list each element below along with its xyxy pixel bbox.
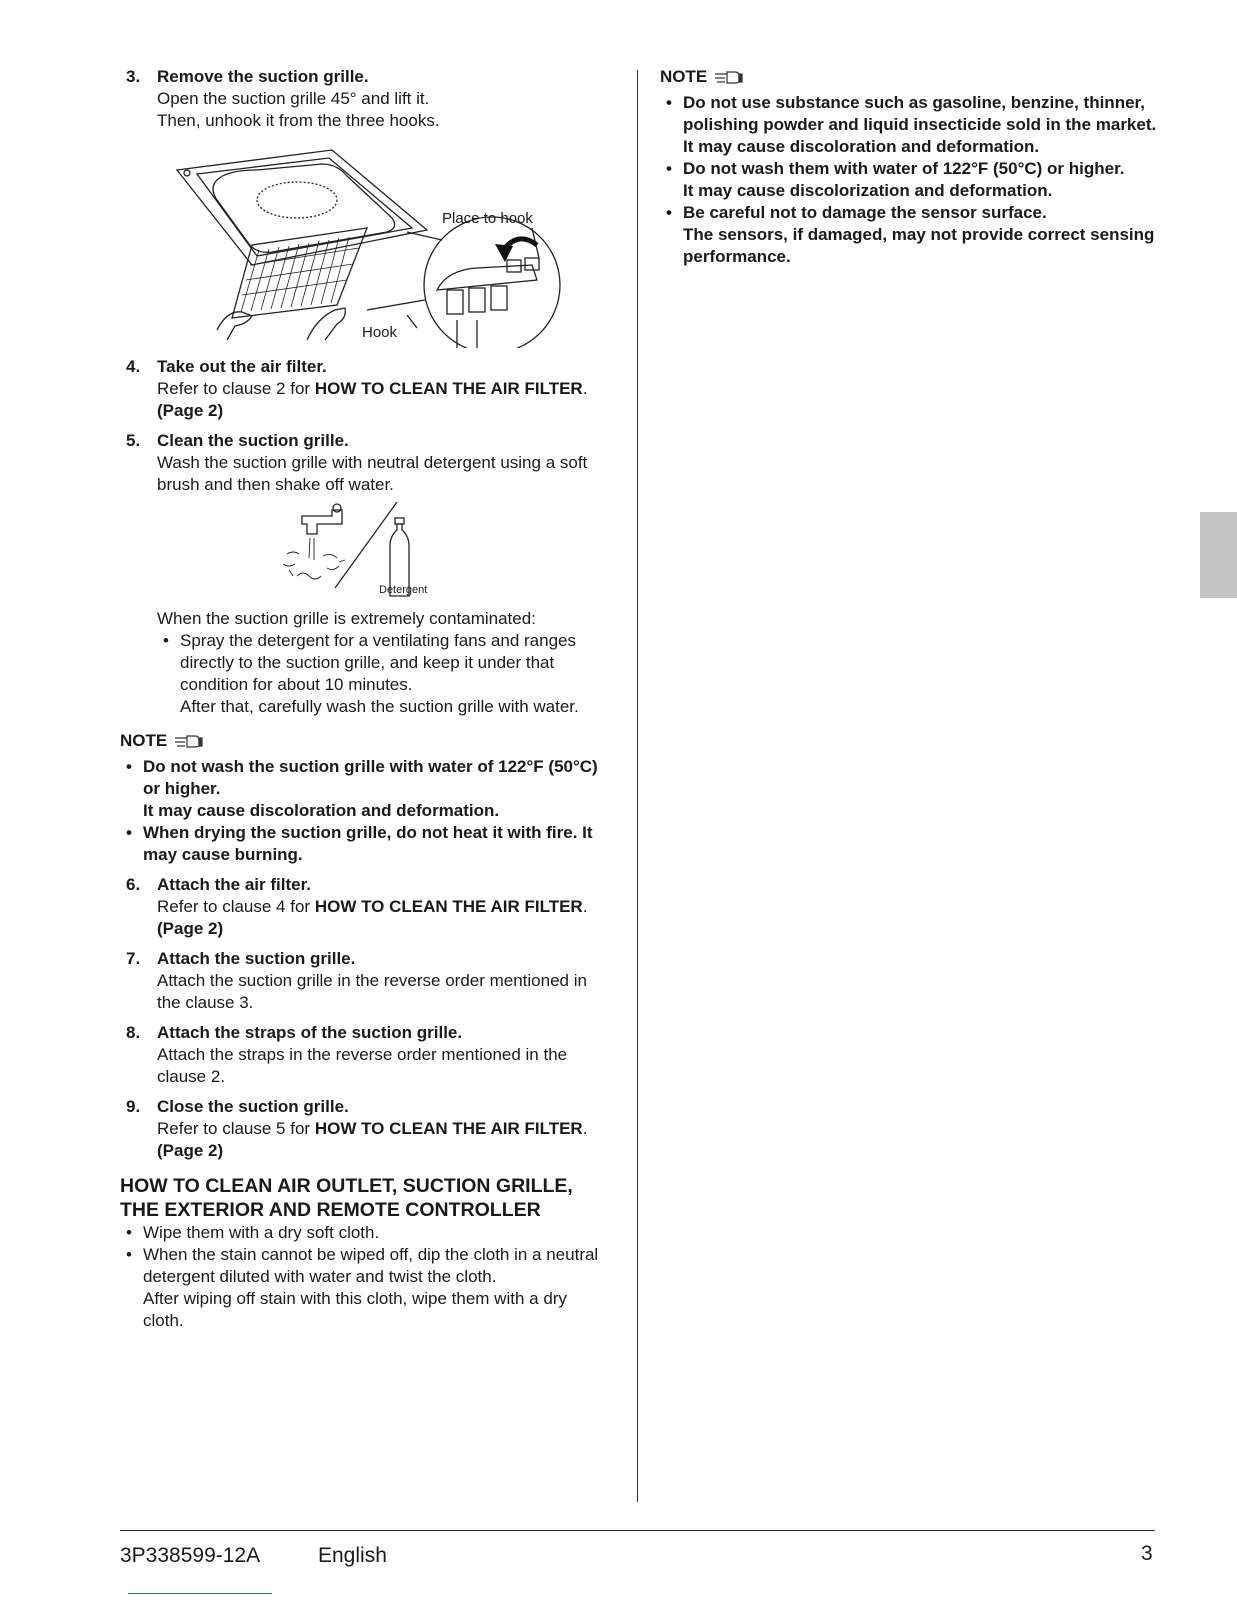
desc-text: .: [582, 897, 588, 916]
contaminated-intro: When the suction grille is extremely contaminated:: [157, 609, 536, 628]
note-text: • Do not wash them with water of 122°F (50°C) or higher.: [683, 159, 1125, 178]
step-desc: [157, 378, 610, 400]
step-title: Attach the air filter.: [157, 875, 311, 894]
note-list: [120, 756, 610, 866]
desc-text: Refer to clause 2 for: [157, 379, 315, 398]
note-text: The sensors, if damaged, may not provide correct sensing performance.: [683, 225, 1155, 266]
bullet-text: After that, carefully wash the suction grille with water.: [180, 697, 579, 716]
list-item: [120, 1222, 610, 1244]
right-column: [660, 66, 1160, 268]
step-number: 7.: [126, 949, 141, 968]
step-5: [120, 430, 610, 718]
step-desc-line: Open the suction grille 45° and lift it.: [157, 89, 430, 108]
note-text: • Do not use substance such as gasoline, benzine, thinner, polishing powder and liquid insecticide sold in the market.: [683, 93, 1157, 134]
list-item: [157, 630, 610, 718]
column-divider: [637, 70, 638, 1502]
note-label: NOTE: [660, 67, 708, 86]
suction-grille-removal-figure: [157, 140, 577, 348]
step-desc: Wash the suction grille with neutral detergent using a soft brush and then shake off water.: [157, 453, 588, 494]
note-text: • Do not wash the suction grille with water of 122°F (50°C) or higher.: [143, 757, 598, 798]
note-text: It may cause discoloration and deformation.: [683, 137, 1040, 156]
step-title: Close the suction grille.: [157, 1097, 349, 1116]
desc-text: Refer to clause 4 for: [157, 897, 315, 916]
step-title: Attach the straps of the suction grille.: [157, 1023, 463, 1042]
step-desc: Attach the suction grille in the reverse order mentioned in the clause 3.: [157, 971, 587, 1012]
left-column: [120, 66, 610, 1332]
step-4: [120, 356, 610, 422]
desc-text: Refer to clause 5 for: [157, 1119, 315, 1138]
step-number: 5.: [126, 431, 141, 450]
bullet-text: • Wipe them with a dry soft cloth.: [143, 1223, 380, 1242]
washing-figure: [157, 502, 577, 602]
list-item: [660, 92, 1160, 158]
step-number: 9.: [126, 1097, 141, 1116]
note-list: [660, 92, 1160, 268]
section-bullets: [120, 1222, 610, 1332]
note-heading: [120, 730, 610, 752]
page-ref: (Page 2): [157, 1141, 224, 1160]
faucet-detergent-illustration: [157, 502, 577, 602]
detergent-label: Detergent: [379, 584, 428, 596]
page-ref: (Page 2): [157, 401, 224, 420]
step-number: 4.: [126, 357, 141, 376]
step-3: [120, 66, 610, 348]
bullet-text: After wiping off stain with this cloth, wipe them with a dry cloth.: [143, 1289, 567, 1330]
step-title: Clean the suction grille.: [157, 431, 349, 450]
section-heading-line: HOW TO CLEAN AIR OUTLET, SUCTION GRILLE,: [120, 1175, 573, 1197]
step-desc-line: Then, unhook it from the three hooks.: [157, 111, 440, 130]
step-6: [120, 874, 610, 940]
document-code: 3P338599-12A: [120, 1544, 261, 1567]
step-number: 3.: [126, 67, 141, 86]
footer-language: English: [318, 1544, 387, 1567]
step-number: 8.: [126, 1023, 141, 1042]
list-item: [120, 822, 610, 866]
step-desc: Attach the straps in the reverse order mentioned in the clause 2.: [157, 1045, 568, 1086]
footer-link-underline[interactable]: [128, 1593, 272, 1594]
section-heading-line: THE EXTERIOR AND REMOTE CONTROLLER: [120, 1199, 541, 1221]
page-number: 3: [1141, 1542, 1153, 1565]
referenced-section: HOW TO CLEAN THE AIR FILTER: [314, 379, 583, 398]
contaminated-bullets: [157, 630, 610, 718]
note-text: It may cause discolorization and deformation.: [683, 181, 1053, 200]
side-tab-marker: [1200, 512, 1237, 598]
list-item: [120, 756, 610, 822]
step-9: [120, 1096, 610, 1162]
step-title: Attach the suction grille.: [157, 949, 356, 968]
referenced-section: HOW TO CLEAN THE AIR FILTER: [314, 897, 583, 916]
referenced-section: HOW TO CLEAN THE AIR FILTER: [314, 1119, 583, 1138]
bullet-text: • Spray the detergent for a ventilating fans and ranges directly to the suction grille, and keep it under that condition for about 10 minutes.: [180, 631, 576, 694]
step-desc: [157, 896, 610, 918]
note-hand-icon: [173, 733, 203, 749]
list-item: [660, 202, 1160, 268]
list-item: [660, 158, 1160, 202]
hook-label: Hook: [362, 324, 398, 341]
step-number: 6.: [126, 875, 141, 894]
section-heading: [120, 1174, 610, 1222]
place-to-hook-label: Place to hook: [442, 210, 533, 227]
note-label: NOTE: [120, 731, 168, 750]
step-title: Remove the suction grille.: [157, 67, 369, 86]
note-text: • When drying the suction grille, do not heat it with fire. It may cause burning.: [143, 823, 593, 864]
note-heading: [660, 66, 1160, 88]
note-text: It may cause discoloration and deformation.: [143, 801, 500, 820]
suction-grille-illustration: [157, 140, 577, 348]
step-title: Take out the air filter.: [157, 357, 327, 376]
step-7: [120, 948, 610, 1014]
bullet-text: • When the stain cannot be wiped off, dip the cloth in a neutral detergent diluted with water and twist the cloth.: [143, 1245, 599, 1286]
desc-text: .: [582, 379, 588, 398]
note-text: • Be careful not to damage the sensor surface.: [683, 203, 1047, 222]
desc-text: .: [582, 1119, 588, 1138]
note-hand-icon: [713, 69, 743, 85]
list-item: [120, 1244, 610, 1332]
footer-rule: [120, 1530, 1155, 1531]
step-desc: [157, 1118, 610, 1140]
page-ref: (Page 2): [157, 919, 224, 938]
step-8: [120, 1022, 610, 1088]
